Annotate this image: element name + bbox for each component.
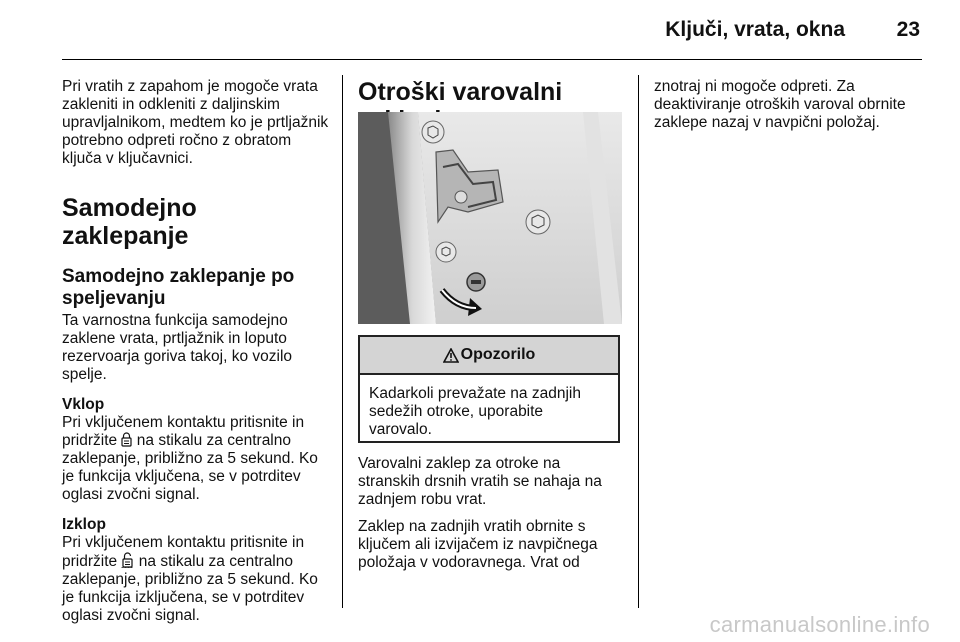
on-label: Vklop [62,396,105,413]
column-2-text [358,455,623,581]
warning-triangle-icon [443,348,459,363]
subsection-text: Ta varnostna funkcija samodejno zaklene vrata, prtljažnik in loputo rezervoarja goriva takoj, ko vozilo spelje. [62,312,293,383]
header-rule [62,59,922,60]
child-lock-paragraph-2: Zaklep na zadnjih vratih obrnite s ključem ali izvijačem iz navpičnega položaja v vodoravnega. Vrat od [358,518,598,571]
lock-closed-icon [121,432,132,447]
off-text-a: Pri vključenem kontaktu pritisnite in pridržite [62,534,305,570]
intro-paragraph: Pri vratih z zapahom je mogoče vrata zakleniti in odkleniti z daljinskim upravljalnikom, medtem ko je prtljažnik potrebno odpreti ročno z obratom ključa v ključavnici. [62,78,329,167]
off-paragraph [62,516,330,625]
column-1 [62,78,330,637]
column-3 [654,78,924,144]
page-number: 23 [896,18,920,41]
on-paragraph [62,396,330,504]
continuation-paragraph: znotraj ni mogoče odpreti. Za deaktiviranje otroških varoval obrnite zaklepe nazaj v navpični položaj. [654,78,906,131]
column-divider-left [342,75,343,608]
running-header-title: Ključi, vrata, okna [665,18,845,41]
column-divider-right [638,75,639,608]
warning-title: Opozorilo [460,346,536,363]
on-text-b: na stikalu za centralno zaklepanje, približno za 5 sekund. Ko je funkcija vključena, se v potrditev oglasi zvočni signal. [62,432,318,503]
child-lock-paragraph-1: Varovalni zaklep za otroke na stranskih drsnih vratih se nahaja na zadnjem robu vrat. [358,455,602,508]
lock-open-icon [121,552,134,568]
warning-header [360,337,618,375]
off-text-b: na stikalu za centralno zaklepanje, približno za 5 sekund. Ko je funkcija izključena, se v potrditev oglasi zvočni signal. [62,553,318,624]
child-locks-title: Otroški varovalni [358,78,563,106]
subsection-title: Samodejno zaklepanje po speljevanju [62,266,295,309]
warning-text: Kadarkoli prevažate na zadnjih sedežih otroke, uporabite varovalo. [369,385,581,438]
section-title: Samodejno zaklepanje [62,194,197,250]
warning-box [358,335,620,443]
child-lock-illustration [358,112,622,324]
watermark: carmanualsonline.info [709,612,930,637]
on-text-a: Pri vključenem kontaktu pritisnite in pridržite [62,414,305,449]
off-label: Izklop [62,516,106,533]
